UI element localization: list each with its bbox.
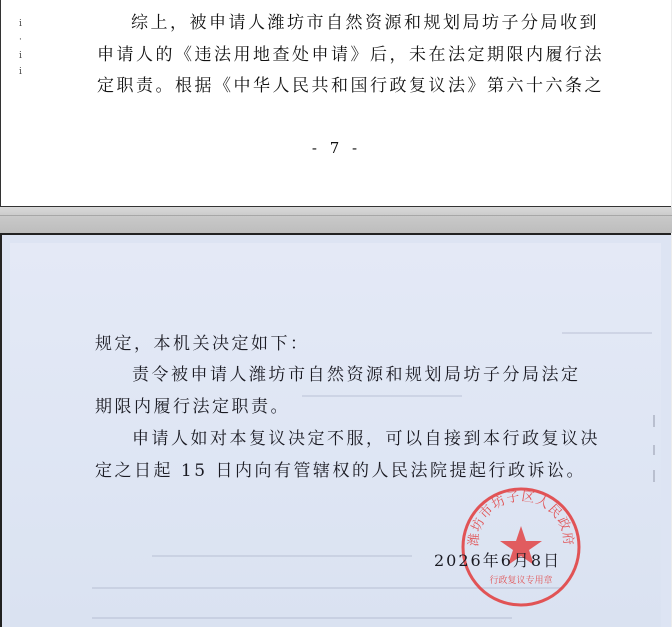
paragraph-line: 期限内履行法定职责。	[95, 397, 290, 417]
bleed-through	[92, 617, 512, 619]
edge-mark	[653, 470, 655, 482]
paragraph-line: 申请人的《违法用地查处申请》后，未在法定期限内履行法	[97, 45, 604, 65]
seal-inner-text: 行政复议专用章	[489, 576, 553, 586]
scan-edge-marks	[651, 415, 657, 485]
bleed-through	[302, 395, 462, 397]
page-number: - 7 -	[311, 139, 362, 157]
paragraph-line: 责令被申请人潍坊市自然资源和规划局坊子分局法定	[132, 365, 581, 385]
page-7	[0, 0, 671, 207]
margin-mark: ·	[19, 35, 22, 45]
paragraph-line: 定职责。根据《中华人民共和国行政复议法》第六十六条之	[97, 76, 604, 96]
margin-mark: ⅰ	[19, 19, 22, 29]
bleed-through	[562, 332, 652, 334]
page-8-scan	[0, 233, 671, 627]
separator-edge	[0, 215, 672, 216]
edge-mark	[653, 415, 655, 427]
page-separator	[0, 207, 672, 233]
margin-mark: ⅰ	[19, 67, 22, 77]
decision-date: 2026年6月8日	[434, 551, 562, 570]
bleed-through	[152, 555, 412, 557]
edge-mark	[653, 445, 655, 455]
paragraph-line: 综上，被申请人潍坊市自然资源和规划局坊子分局收到	[131, 13, 599, 33]
margin-marks	[19, 16, 22, 80]
paragraph-line: 定之日起 15 日内向有管辖权的人民法院提起行政诉讼。	[95, 461, 586, 481]
paragraph-line: 规定，本机关决定如下：	[95, 334, 310, 354]
paragraph-line: 申请人如对本复议决定不服，可以自接到本行政复议决	[132, 429, 600, 449]
official-seal	[457, 483, 585, 611]
margin-mark: ⅰ	[19, 51, 22, 61]
seal-outer-text: 潍坊市坊子区人民政府	[466, 489, 576, 547]
